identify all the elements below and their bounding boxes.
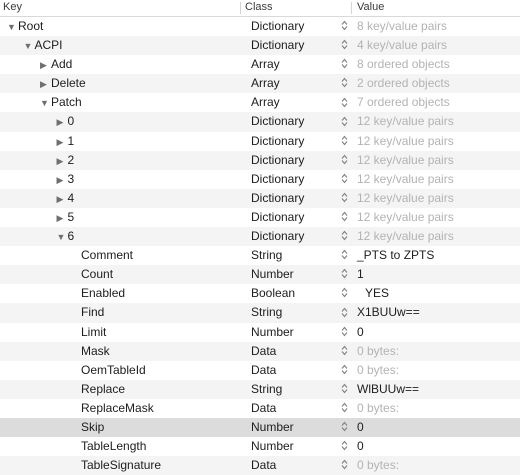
- value-cell[interactable]: 0 bytes:: [357, 400, 400, 415]
- value-cell[interactable]: 1: [357, 267, 364, 282]
- key-label: Find: [81, 305, 105, 320]
- outline-row-skip[interactable]: [0, 418, 520, 437]
- disclosure-collapsed-icon[interactable]: ▶: [56, 193, 64, 204]
- class-popup-chevron-icon[interactable]: [341, 380, 348, 399]
- class-cell[interactable]: Number: [251, 439, 294, 454]
- key-label: Limit: [81, 324, 107, 339]
- class-popup-chevron-icon[interactable]: [341, 284, 348, 303]
- disclosure-collapsed-icon[interactable]: ▶: [56, 155, 64, 166]
- plist-outline: [0, 17, 520, 475]
- class-popup-chevron-icon[interactable]: [341, 323, 348, 342]
- value-column-header[interactable]: Value: [357, 1, 385, 13]
- value-cell[interactable]: 4 key/value pairs: [357, 38, 448, 53]
- key-label: 6: [67, 229, 75, 244]
- class-popup-chevron-icon[interactable]: [341, 17, 348, 36]
- key-label: Skip: [81, 419, 105, 434]
- class-cell[interactable]: Dictionary: [251, 152, 305, 167]
- class-cell[interactable]: Dictionary: [251, 114, 305, 129]
- disclosure-expanded-icon[interactable]: ▼: [56, 232, 66, 243]
- key-label: ReplaceMask: [81, 400, 154, 415]
- key-cell[interactable]: [57, 208, 75, 228]
- value-cell[interactable]: 12 key/value pairs: [357, 133, 454, 148]
- column-header: [0, 0, 520, 17]
- key-cell[interactable]: [40, 55, 72, 75]
- column-divider[interactable]: [351, 2, 352, 14]
- key-cell[interactable]: [81, 342, 110, 361]
- value-cell[interactable]: 0: [357, 419, 364, 434]
- key-label: TableSignature: [81, 458, 162, 473]
- key-cell[interactable]: [81, 323, 106, 342]
- class-cell[interactable]: Data: [251, 458, 277, 473]
- class-popup-chevron-icon[interactable]: [341, 36, 348, 55]
- key-cell[interactable]: [81, 399, 154, 418]
- class-cell[interactable]: Boolean: [251, 286, 296, 301]
- disclosure-collapsed-icon[interactable]: ▶: [56, 174, 64, 185]
- class-cell[interactable]: Dictionary: [251, 229, 305, 244]
- key-label: OemTableId: [81, 362, 146, 377]
- class-cell[interactable]: String: [251, 248, 283, 263]
- key-cell[interactable]: [57, 112, 75, 132]
- class-popup-chevron-icon[interactable]: [341, 112, 348, 131]
- class-cell[interactable]: Number: [251, 324, 294, 339]
- key-column-header[interactable]: Key: [3, 1, 22, 13]
- outline-row-tablelength[interactable]: [0, 437, 520, 456]
- outline-row-3[interactable]: [0, 170, 520, 189]
- class-popup-chevron-icon[interactable]: [341, 361, 348, 380]
- key-label: Comment: [81, 248, 134, 263]
- class-popup-chevron-icon[interactable]: [341, 265, 348, 284]
- value-cell[interactable]: 12 key/value pairs: [357, 114, 454, 129]
- outline-row-acpi[interactable]: [0, 36, 520, 55]
- value-cell[interactable]: 12 key/value pairs: [357, 152, 454, 167]
- value-cell[interactable]: 0 bytes:: [357, 343, 400, 358]
- outline-row-find[interactable]: [0, 303, 520, 322]
- key-label: Mask: [81, 343, 110, 358]
- class-cell[interactable]: Dictionary: [251, 190, 305, 205]
- class-cell[interactable]: String: [251, 305, 283, 320]
- outline-row-root[interactable]: [0, 17, 520, 36]
- class-popup-chevron-icon[interactable]: [341, 55, 348, 74]
- key-label: 3: [67, 171, 75, 186]
- class-popup-chevron-icon[interactable]: [341, 303, 348, 322]
- outline-row-replace[interactable]: [0, 380, 520, 399]
- value-cell[interactable]: 0: [357, 439, 364, 454]
- outline-row-limit[interactable]: [0, 323, 520, 342]
- disclosure-expanded-icon[interactable]: ▼: [7, 22, 16, 32]
- disclosure-collapsed-icon[interactable]: ▶: [40, 79, 47, 90]
- outline-row-enabled[interactable]: [0, 284, 520, 303]
- value-cell[interactable]: 7 ordered objects: [357, 95, 450, 110]
- class-cell[interactable]: Array: [251, 95, 280, 110]
- key-cell[interactable]: [57, 189, 75, 209]
- class-popup-chevron-icon[interactable]: [341, 227, 348, 246]
- disclosure-collapsed-icon[interactable]: ▶: [56, 136, 64, 147]
- value-cell[interactable]: 2 ordered objects: [357, 76, 450, 91]
- outline-row-6[interactable]: [0, 227, 520, 246]
- class-popup-chevron-icon[interactable]: [341, 456, 348, 475]
- key-cell[interactable]: [81, 265, 113, 284]
- outline-row-comment[interactable]: [0, 246, 520, 265]
- class-cell[interactable]: Array: [251, 57, 280, 72]
- key-label: ACPI: [34, 38, 63, 53]
- outline-row-5[interactable]: [0, 208, 520, 227]
- class-popup-chevron-icon[interactable]: [341, 418, 348, 437]
- key-cell[interactable]: [81, 361, 146, 380]
- class-cell[interactable]: Data: [251, 343, 277, 358]
- disclosure-expanded-icon[interactable]: ▼: [40, 98, 49, 109]
- class-popup-chevron-icon[interactable]: [341, 74, 348, 93]
- key-cell[interactable]: [7, 17, 43, 37]
- key-label: Enabled: [81, 286, 126, 301]
- key-cell[interactable]: [81, 284, 125, 303]
- key-cell[interactable]: [57, 227, 75, 247]
- class-cell[interactable]: Dictionary: [251, 171, 305, 186]
- outline-row-delete[interactable]: [0, 74, 520, 93]
- value-cell[interactable]: WlBUUw==: [357, 381, 420, 396]
- key-cell[interactable]: [81, 456, 161, 475]
- value-cell[interactable]: 8 ordered objects: [357, 57, 450, 72]
- outline-row-add[interactable]: [0, 55, 520, 74]
- outline-row-tablesignature[interactable]: [0, 456, 520, 475]
- key-cell[interactable]: [24, 36, 63, 56]
- outline-row-count[interactable]: [0, 265, 520, 284]
- key-label: TableLength: [81, 439, 147, 454]
- value-cell[interactable]: 8 key/value pairs: [357, 19, 448, 33]
- class-popup-chevron-icon[interactable]: [341, 437, 348, 456]
- class-popup-chevron-icon[interactable]: [341, 151, 348, 170]
- key-cell[interactable]: [57, 170, 75, 190]
- value-cell[interactable]: 12 key/value pairs: [357, 209, 454, 224]
- key-cell[interactable]: [40, 93, 82, 113]
- value-cell[interactable]: 12 key/value pairs: [357, 190, 454, 205]
- class-popup-chevron-icon[interactable]: [341, 93, 348, 112]
- key-label: Root: [18, 19, 44, 33]
- value-cell[interactable]: 0 bytes:: [357, 362, 400, 377]
- class-popup-chevron-icon[interactable]: [341, 399, 348, 418]
- outline-row-2[interactable]: [0, 151, 520, 170]
- outline-row-4[interactable]: [0, 189, 520, 208]
- disclosure-collapsed-icon[interactable]: ▶: [40, 60, 47, 71]
- class-cell[interactable]: Dictionary: [251, 133, 305, 148]
- key-cell[interactable]: [81, 380, 125, 399]
- value-cell[interactable]: _PTS to ZPTS: [357, 248, 435, 263]
- key-label: 1: [67, 133, 75, 148]
- class-popup-chevron-icon[interactable]: [341, 342, 348, 361]
- value-cell[interactable]: 12 key/value pairs: [357, 229, 454, 244]
- value-cell[interactable]: X1BUUw==: [357, 305, 420, 320]
- key-cell[interactable]: [81, 418, 104, 437]
- key-label: Patch: [51, 95, 82, 110]
- key-label: Delete: [51, 76, 86, 91]
- class-popup-chevron-icon[interactable]: [341, 170, 348, 189]
- class-column-header[interactable]: Class: [245, 1, 273, 13]
- key-cell[interactable]: [57, 132, 75, 152]
- value-cell[interactable]: YES: [365, 286, 390, 301]
- class-cell[interactable]: Data: [251, 400, 277, 415]
- column-divider[interactable]: [240, 2, 241, 14]
- key-label: 5: [67, 209, 75, 224]
- class-cell[interactable]: Number: [251, 267, 294, 282]
- class-popup-chevron-icon[interactable]: [341, 189, 348, 208]
- outline-row-oemtableid[interactable]: [0, 361, 520, 380]
- outline-row-patch[interactable]: [0, 93, 520, 112]
- key-label: Replace: [81, 381, 126, 396]
- outline-row-0[interactable]: [0, 112, 520, 131]
- key-label: 2: [67, 152, 75, 167]
- class-cell[interactable]: Dictionary: [251, 19, 305, 33]
- key-label: 4: [67, 190, 75, 205]
- outline-row-1[interactable]: [0, 132, 520, 151]
- key-cell[interactable]: [81, 437, 146, 456]
- class-cell[interactable]: Dictionary: [251, 209, 305, 224]
- key-cell[interactable]: [40, 74, 86, 94]
- disclosure-expanded-icon[interactable]: ▼: [23, 41, 33, 52]
- outline-row-mask[interactable]: [0, 342, 520, 361]
- class-popup-chevron-icon[interactable]: [341, 208, 348, 227]
- key-label: Count: [81, 267, 114, 282]
- class-cell[interactable]: String: [251, 381, 283, 396]
- outline-row-replacemask[interactable]: [0, 399, 520, 418]
- class-popup-chevron-icon[interactable]: [341, 132, 348, 151]
- value-cell[interactable]: 0 bytes:: [357, 458, 400, 473]
- key-cell[interactable]: [81, 246, 133, 265]
- class-cell[interactable]: Number: [251, 419, 294, 434]
- key-cell[interactable]: [57, 151, 75, 171]
- class-cell[interactable]: Data: [251, 362, 277, 377]
- key-cell[interactable]: [81, 303, 104, 322]
- key-label: Add: [51, 57, 73, 72]
- value-cell[interactable]: 0: [357, 324, 364, 339]
- disclosure-collapsed-icon[interactable]: ▶: [56, 117, 64, 128]
- disclosure-collapsed-icon[interactable]: ▶: [56, 212, 64, 223]
- class-cell[interactable]: Dictionary: [251, 38, 305, 53]
- key-label: 0: [67, 114, 75, 129]
- value-cell[interactable]: 12 key/value pairs: [357, 171, 454, 186]
- class-popup-chevron-icon[interactable]: [341, 246, 348, 265]
- class-cell[interactable]: Array: [251, 76, 280, 91]
